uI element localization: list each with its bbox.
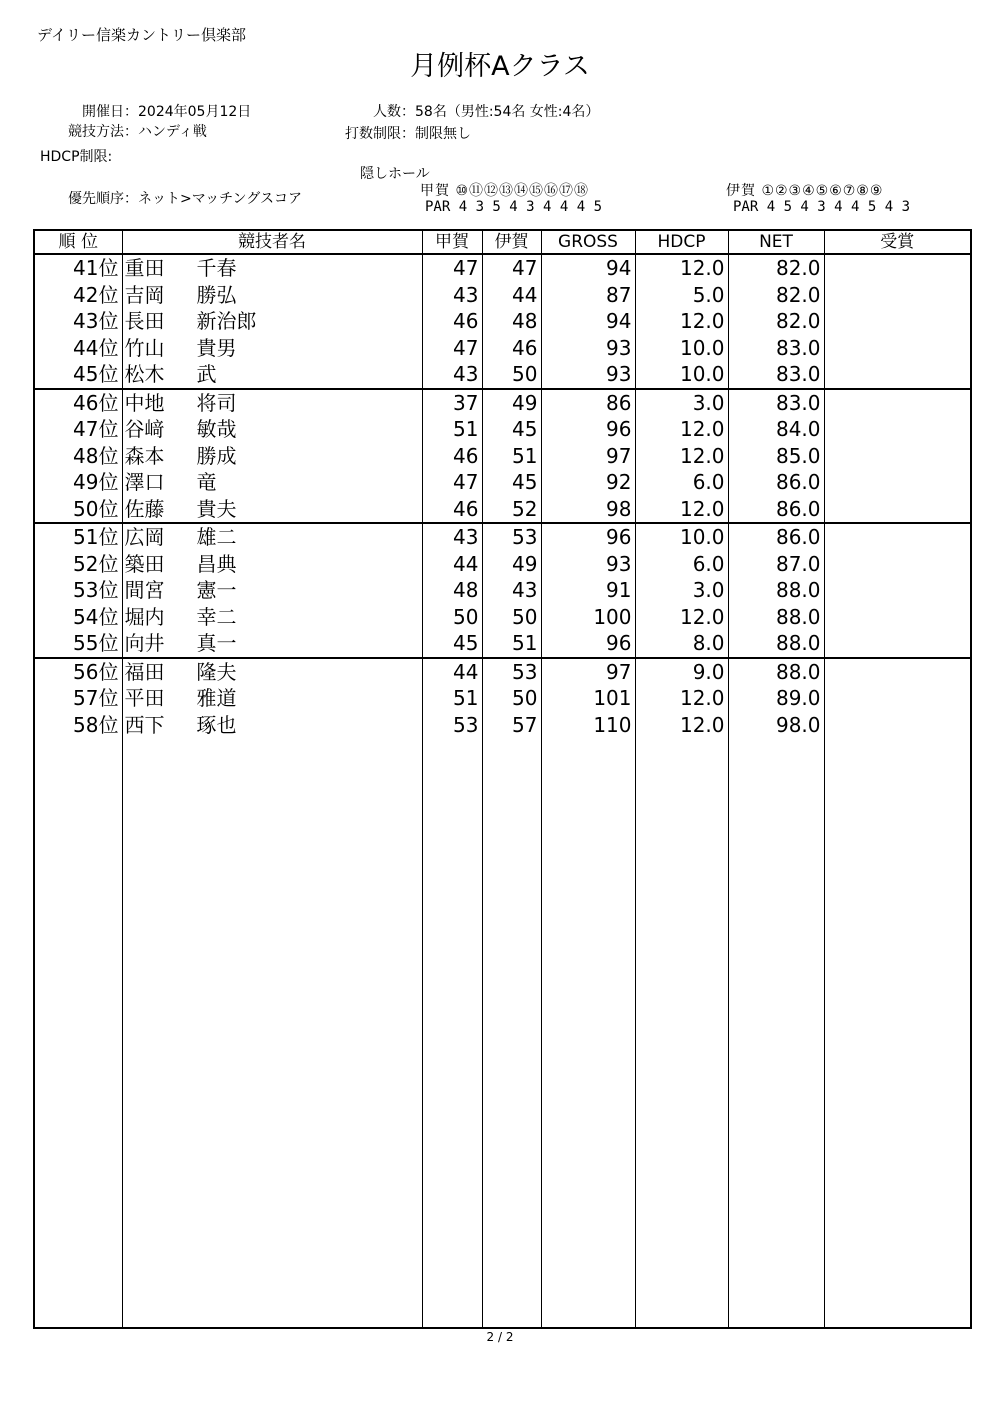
player-first-name: 勝弘 [196, 282, 237, 307]
iga-cell: 47 [482, 254, 541, 282]
player-first-name: 真一 [196, 631, 237, 656]
gross-cell: 93 [541, 361, 635, 389]
player-name-cell [122, 523, 422, 551]
table-row [34, 551, 971, 578]
limit-row [310, 123, 471, 143]
net-cell: 86.0 [728, 523, 824, 551]
players-value: 58名（男性:54名 女性:4名） [415, 104, 600, 120]
player-last-name: 佐藤 [124, 496, 165, 521]
player-first-name: 憲一 [196, 578, 237, 603]
award-cell [824, 496, 971, 524]
iga-cell: 46 [482, 335, 541, 362]
hdcp-cell: 10.0 [635, 523, 728, 551]
hdcp-cell: 12.0 [635, 712, 728, 739]
net-cell: 82.0 [728, 308, 824, 335]
gross-cell: 110 [541, 712, 635, 739]
priority-value: ネット>マッチングスコア [138, 191, 303, 207]
player-name-cell [122, 282, 422, 309]
gross-cell: 94 [541, 308, 635, 335]
net-cell: 87.0 [728, 551, 824, 578]
player-first-name: 武 [196, 362, 217, 387]
empty-filler-row [34, 738, 971, 1328]
award-cell [824, 389, 971, 417]
net-cell: 82.0 [728, 282, 824, 309]
iga-holes-row [726, 180, 883, 200]
player-first-name: 千春 [196, 256, 237, 281]
iga-cell: 53 [482, 658, 541, 686]
iga-cell: 50 [482, 604, 541, 631]
koga-cell: 43 [422, 523, 482, 551]
rank-cell: 55位 [34, 630, 122, 658]
net-cell: 85.0 [728, 443, 824, 470]
hdcp-limit-label: HDCP制限: [40, 149, 113, 165]
award-cell [824, 443, 971, 470]
col-koga: 甲賀 [422, 230, 482, 254]
net-cell: 88.0 [728, 630, 824, 658]
players-label: 人数： [373, 104, 415, 120]
koga-par-row: PAR 4 3 5 4 3 4 4 4 5 [425, 199, 603, 215]
award-cell [824, 577, 971, 604]
player-first-name: 昌典 [196, 551, 237, 576]
rank-cell: 51位 [34, 523, 122, 551]
empty-cell [824, 738, 971, 1328]
gross-cell: 100 [541, 604, 635, 631]
iga-course-name: 伊賀 [726, 183, 756, 199]
koga-cell: 46 [422, 496, 482, 524]
player-last-name: 向井 [124, 631, 165, 656]
net-cell: 88.0 [728, 604, 824, 631]
award-cell [824, 551, 971, 578]
col-gross: GROSS [541, 230, 635, 254]
method-label: 競技方法： [68, 124, 138, 140]
table-row [34, 389, 971, 417]
koga-cell: 46 [422, 308, 482, 335]
player-last-name: 中地 [124, 390, 165, 415]
iga-cell: 43 [482, 577, 541, 604]
iga-cell: 49 [482, 551, 541, 578]
iga-cell: 52 [482, 496, 541, 524]
hdcp-cell: 10.0 [635, 361, 728, 389]
player-last-name: 吉岡 [124, 282, 165, 307]
koga-cell: 47 [422, 254, 482, 282]
player-name-cell [122, 577, 422, 604]
rank-cell: 43位 [34, 308, 122, 335]
player-first-name: 幸二 [196, 604, 237, 629]
player-name-cell [122, 389, 422, 417]
hdcp-cell: 12.0 [635, 604, 728, 631]
hidden-holes-label: 隠しホール [360, 166, 430, 182]
award-cell [824, 469, 971, 496]
net-cell: 86.0 [728, 496, 824, 524]
net-cell: 86.0 [728, 469, 824, 496]
page-number: 2 / 2 [486, 1330, 514, 1344]
hdcp-cell: 12.0 [635, 685, 728, 712]
empty-cell [122, 738, 422, 1328]
col-rank: 順 位 [34, 230, 122, 254]
hdcp-cell: 3.0 [635, 577, 728, 604]
rank-cell: 45位 [34, 361, 122, 389]
player-first-name: 竜 [196, 470, 217, 495]
table-row [34, 282, 971, 309]
gross-cell: 98 [541, 496, 635, 524]
gross-cell: 92 [541, 469, 635, 496]
player-first-name: 雅道 [196, 686, 237, 711]
player-last-name: 松木 [124, 362, 165, 387]
award-cell [824, 308, 971, 335]
player-last-name: 谷﨑 [124, 417, 165, 442]
table-row [34, 523, 971, 551]
award-cell [824, 658, 971, 686]
award-cell [824, 685, 971, 712]
net-cell: 83.0 [728, 361, 824, 389]
hdcp-cell: 6.0 [635, 469, 728, 496]
player-first-name: 将司 [196, 390, 237, 415]
net-cell: 88.0 [728, 658, 824, 686]
player-name-cell [122, 335, 422, 362]
rank-cell: 50位 [34, 496, 122, 524]
table-row [34, 254, 971, 282]
gross-cell: 96 [541, 523, 635, 551]
empty-cell [34, 738, 122, 1328]
player-first-name: 琢也 [196, 712, 237, 737]
col-hdcp: HDCP [635, 230, 728, 254]
award-cell [824, 361, 971, 389]
club-name: デイリー信楽カントリー倶楽部 [37, 26, 246, 44]
table-row [34, 712, 971, 739]
rank-cell: 41位 [34, 254, 122, 282]
net-cell: 84.0 [728, 416, 824, 443]
player-name-cell [122, 712, 422, 739]
empty-cell [482, 738, 541, 1328]
rank-cell: 52位 [34, 551, 122, 578]
iga-cell: 57 [482, 712, 541, 739]
table-row [34, 658, 971, 686]
gross-cell: 96 [541, 630, 635, 658]
player-name-cell [122, 254, 422, 282]
table-row [34, 308, 971, 335]
koga-cell: 43 [422, 282, 482, 309]
header-row [34, 230, 971, 254]
player-name-cell [122, 604, 422, 631]
empty-cell [728, 738, 824, 1328]
player-name-cell [122, 685, 422, 712]
rank-cell: 56位 [34, 658, 122, 686]
player-name-cell [122, 308, 422, 335]
player-first-name: 雄二 [196, 525, 237, 550]
iga-cell: 45 [482, 469, 541, 496]
limit-value: 制限無し [415, 126, 471, 142]
koga-hole-numbers: ⑩⑪⑫⑬⑭⑮⑯⑰⑱ [455, 183, 590, 199]
net-cell: 89.0 [728, 685, 824, 712]
award-cell [824, 416, 971, 443]
rank-cell: 44位 [34, 335, 122, 362]
koga-cell: 53 [422, 712, 482, 739]
player-last-name: 西下 [124, 712, 165, 737]
table-row [34, 496, 971, 524]
col-award: 受賞 [824, 230, 971, 254]
player-last-name: 竹山 [124, 335, 165, 360]
award-cell [824, 282, 971, 309]
hdcp-cell: 12.0 [635, 496, 728, 524]
gross-cell: 86 [541, 389, 635, 417]
award-cell [824, 630, 971, 658]
koga-holes-row [420, 180, 589, 200]
hdcp-cell: 12.0 [635, 254, 728, 282]
rank-cell: 47位 [34, 416, 122, 443]
table-row [34, 443, 971, 470]
player-last-name: 平田 [124, 686, 165, 711]
player-name-cell [122, 496, 422, 524]
date-row [40, 101, 251, 121]
iga-cell: 53 [482, 523, 541, 551]
player-name-cell [122, 658, 422, 686]
gross-cell: 94 [541, 254, 635, 282]
iga-cell: 51 [482, 630, 541, 658]
player-first-name: 新治郎 [196, 309, 257, 334]
hdcp-cell: 5.0 [635, 282, 728, 309]
player-name-cell [122, 469, 422, 496]
koga-cell: 46 [422, 443, 482, 470]
koga-cell: 50 [422, 604, 482, 631]
rank-cell: 48位 [34, 443, 122, 470]
player-name-cell [122, 361, 422, 389]
table-row [34, 416, 971, 443]
player-name-cell [122, 416, 422, 443]
net-cell: 98.0 [728, 712, 824, 739]
table-row [34, 469, 971, 496]
gross-cell: 96 [541, 416, 635, 443]
gross-cell: 93 [541, 335, 635, 362]
results-table [33, 229, 972, 1329]
date-label: 開催日： [82, 104, 138, 120]
col-iga: 伊賀 [482, 230, 541, 254]
iga-cell: 48 [482, 308, 541, 335]
award-cell [824, 604, 971, 631]
player-name-cell [122, 630, 422, 658]
table-row [34, 630, 971, 658]
iga-cell: 44 [482, 282, 541, 309]
rank-cell: 58位 [34, 712, 122, 739]
rank-cell: 57位 [34, 685, 122, 712]
col-net: NET [728, 230, 824, 254]
iga-par-row: PAR 4 5 4 3 4 4 5 4 3 [733, 199, 911, 215]
date-value: 2024年05月12日 [138, 104, 252, 120]
koga-course-name: 甲賀 [420, 183, 450, 199]
players-row [330, 101, 599, 121]
table-row [34, 335, 971, 362]
koga-cell: 47 [422, 469, 482, 496]
rank-cell: 42位 [34, 282, 122, 309]
koga-cell: 44 [422, 658, 482, 686]
rank-cell: 54位 [34, 604, 122, 631]
table-row [34, 604, 971, 631]
player-first-name: 隆夫 [196, 659, 237, 684]
gross-cell: 87 [541, 282, 635, 309]
player-last-name: 澤口 [124, 470, 165, 495]
page-title: 月例杯Aクラス [410, 51, 590, 82]
player-last-name: 間宮 [124, 578, 165, 603]
iga-cell: 50 [482, 361, 541, 389]
rank-cell: 49位 [34, 469, 122, 496]
hdcp-cell: 6.0 [635, 551, 728, 578]
table-row [34, 361, 971, 389]
net-cell: 83.0 [728, 335, 824, 362]
koga-cell: 51 [422, 416, 482, 443]
hdcp-cell: 12.0 [635, 443, 728, 470]
koga-cell: 51 [422, 685, 482, 712]
iga-hole-numbers: ①②③④⑤⑥⑦⑧⑨ [761, 183, 884, 199]
player-last-name: 福田 [124, 659, 165, 684]
empty-cell [541, 738, 635, 1328]
hdcp-cell: 9.0 [635, 658, 728, 686]
iga-cell: 49 [482, 389, 541, 417]
award-cell [824, 335, 971, 362]
koga-cell: 44 [422, 551, 482, 578]
method-value: ハンディ戦 [138, 124, 207, 140]
award-cell [824, 254, 971, 282]
player-first-name: 敏哉 [196, 417, 237, 442]
gross-cell: 101 [541, 685, 635, 712]
iga-cell: 45 [482, 416, 541, 443]
gross-cell: 97 [541, 658, 635, 686]
player-last-name: 重田 [124, 256, 165, 281]
hdcp-cell: 10.0 [635, 335, 728, 362]
iga-cell: 50 [482, 685, 541, 712]
player-name-cell [122, 551, 422, 578]
award-cell [824, 523, 971, 551]
koga-cell: 45 [422, 630, 482, 658]
koga-cell: 48 [422, 577, 482, 604]
method-row [40, 121, 207, 141]
player-last-name: 堀内 [124, 604, 165, 629]
table-row [34, 685, 971, 712]
gross-cell: 97 [541, 443, 635, 470]
player-last-name: 広岡 [124, 525, 165, 550]
hdcp-cell: 8.0 [635, 630, 728, 658]
player-first-name: 勝成 [196, 443, 237, 468]
iga-cell: 51 [482, 443, 541, 470]
player-last-name: 長田 [124, 309, 165, 334]
net-cell: 82.0 [728, 254, 824, 282]
koga-cell: 43 [422, 361, 482, 389]
rank-cell: 53位 [34, 577, 122, 604]
player-name-cell [122, 443, 422, 470]
col-player: 競技者名 [122, 230, 422, 254]
player-last-name: 森本 [124, 443, 165, 468]
empty-cell [635, 738, 728, 1328]
empty-cell [422, 738, 482, 1328]
priority-row [40, 188, 302, 208]
net-cell: 83.0 [728, 389, 824, 417]
player-last-name: 築田 [124, 551, 165, 576]
rank-cell: 46位 [34, 389, 122, 417]
player-first-name: 貴夫 [196, 496, 237, 521]
hdcp-cell: 12.0 [635, 416, 728, 443]
hdcp-cell: 12.0 [635, 308, 728, 335]
gross-cell: 93 [541, 551, 635, 578]
player-first-name: 貴男 [196, 335, 237, 360]
hdcp-cell: 3.0 [635, 389, 728, 417]
net-cell: 88.0 [728, 577, 824, 604]
award-cell [824, 712, 971, 739]
limit-label: 打数制限： [345, 126, 415, 142]
koga-cell: 47 [422, 335, 482, 362]
gross-cell: 91 [541, 577, 635, 604]
priority-label: 優先順序： [68, 191, 138, 207]
koga-cell: 37 [422, 389, 482, 417]
table-row [34, 577, 971, 604]
